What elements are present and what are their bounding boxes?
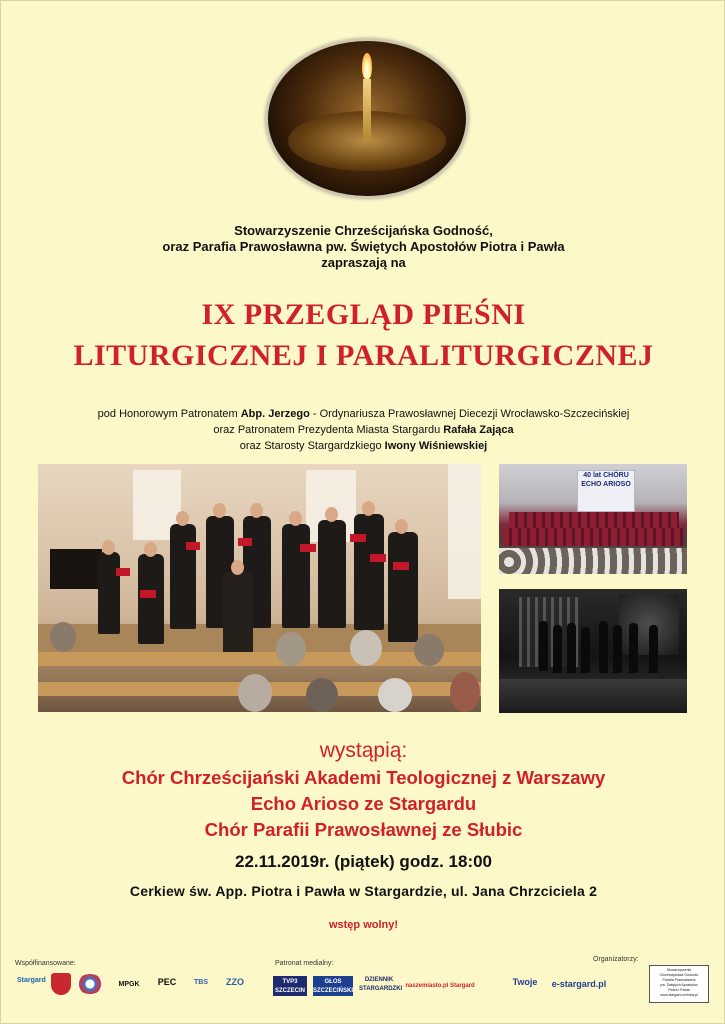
performers-heading: wystąpią: <box>319 739 408 762</box>
organizer-text: Parafia Prawosławna <box>662 978 696 982</box>
dziennik-stargardzki-logo: DZIENNIK STARGARDZKI <box>359 977 403 992</box>
patronage-text: pod Honorowym Patronatem <box>97 408 241 420</box>
floor <box>499 679 687 713</box>
candle <box>363 79 371 139</box>
organizer-line-2: oraz Parafia Prawosławna pw. Świętych Apostołów Piotra i Pawła <box>162 239 565 254</box>
performers-list <box>1 765 725 843</box>
media-patron-label: Patronat medialny: <box>275 960 334 967</box>
organizer-line-1: Stowarzyszenie Chrześcijańska Godność, <box>234 223 493 238</box>
music-folder <box>350 534 366 542</box>
music-folder <box>186 542 200 550</box>
audience-member <box>50 622 76 652</box>
patronage-line-1 <box>1 406 725 422</box>
conductor <box>223 572 253 662</box>
choir-concert-photo <box>38 464 481 712</box>
bw-choir-photo <box>499 589 687 713</box>
singer <box>567 623 576 673</box>
performer-1: Chór Chrześcijański Akademi Teologicznej z Warszawy <box>121 767 606 788</box>
entry-info: wstęp wolny! <box>328 919 399 931</box>
zzo-logo: ZZO <box>226 977 244 987</box>
singer <box>539 621 548 671</box>
performer-2: Echo Arioso ze Stargardu <box>250 793 477 814</box>
singer-head <box>362 501 375 516</box>
choir-row <box>503 528 683 546</box>
organizers-intro <box>1 223 725 271</box>
patron-name: Abp. Jerzego <box>240 408 310 420</box>
music-folder <box>140 590 156 598</box>
audience-member <box>378 678 412 712</box>
organizer-text: www.stargard.cerkiew.pl <box>660 993 698 997</box>
organizer-text: Piotra i Pawła <box>668 988 690 992</box>
singer <box>599 621 608 673</box>
singer <box>138 554 164 644</box>
glos-szczecinski-logo: GŁOS SZCZECIŃSKI <box>313 976 353 996</box>
singer <box>581 627 590 673</box>
twoje-logo: Twoje <box>512 977 538 987</box>
singer <box>388 532 418 642</box>
event-location: Cerkiew św. App. Piotra i Pawła w Stargardzie, ul. Jana Chrzciciela 2 <box>129 883 598 899</box>
pec-logo: PEC <box>157 977 177 987</box>
music-folder <box>300 544 316 552</box>
sponsors-footer <box>13 956 713 1012</box>
organizer-text: Stowarzyszenie <box>666 968 692 972</box>
choir-banner: 40 lat CHÓRU ECHO ARIOSO <box>577 470 635 512</box>
organizers-label: Organizatorzy: <box>593 956 639 963</box>
stargard-logo: Stargard <box>17 977 46 984</box>
mpgk-logo: MPGK <box>118 981 140 988</box>
music-folder <box>238 538 252 546</box>
organizer-text: pw. Świętych Apostołów <box>660 983 698 987</box>
audience-member <box>414 634 444 666</box>
echo-arioso-photo <box>499 464 687 574</box>
organizer-line-3: zapraszają na <box>321 255 406 270</box>
coat-of-arms-logo <box>51 973 71 995</box>
audience-member <box>238 674 272 712</box>
audience-member <box>306 678 338 712</box>
patronage-text: - Ordynariusza Prawosławnej Diecezji Wrocławsko-Szczecińskiej <box>309 408 630 420</box>
singer-head <box>289 511 302 526</box>
singer-head <box>213 503 226 518</box>
music-folder <box>116 568 130 576</box>
event-title-line-1: IX PRZEGLĄD PIEŚNI <box>201 298 526 331</box>
patronage <box>1 406 725 454</box>
singer <box>629 623 638 673</box>
tvp3-logo: TVP3 SZCZECIN <box>273 976 307 996</box>
event-title <box>1 294 725 376</box>
event-title-line-2: LITURGICZNEJ I PARALITURGICZNEJ <box>73 339 654 372</box>
organizers-box <box>649 965 709 1003</box>
singer-head <box>395 519 408 534</box>
singer <box>553 625 562 673</box>
church-window <box>448 464 481 599</box>
singer-head <box>176 511 189 526</box>
singer <box>354 514 384 630</box>
naszemiasto-logo: naszemiasto.pl Stargard <box>405 983 475 989</box>
singer <box>613 625 622 673</box>
singer <box>318 520 346 628</box>
tbs-logo: TBS <box>194 979 208 986</box>
singer <box>98 552 120 634</box>
audience-member <box>450 672 480 712</box>
candle-flame <box>362 53 372 79</box>
event-datetime: 22.11.2019r. (piątek) godz. 18:00 <box>234 852 493 871</box>
patronage-line-2 <box>1 422 725 438</box>
audience-member <box>276 632 306 666</box>
singer-head <box>325 507 338 522</box>
patronage-line-3 <box>1 438 725 454</box>
cofinanced-label: Współfinansowane: <box>15 960 76 967</box>
organizer-text: Chrześcijańska Godność <box>659 973 699 977</box>
patron-name: Rafała Zająca <box>443 424 514 436</box>
singer <box>170 524 196 629</box>
conductor-head <box>231 560 244 575</box>
singer <box>282 524 310 628</box>
singer-head <box>102 540 115 555</box>
music-folder <box>393 562 409 570</box>
singer <box>649 625 658 673</box>
singer-head <box>144 542 157 557</box>
patronage-text: oraz Starosty Stargardzkiego <box>239 440 385 452</box>
patron-name: Iwony Wiśniewskiej <box>384 440 488 452</box>
e-stargard-logo: e-stargard.pl <box>551 979 607 989</box>
piano <box>50 549 102 589</box>
audience-member <box>350 630 382 666</box>
performer-3: Chór Parafii Prawosławnej ze Słubic <box>204 819 523 840</box>
county-logo <box>77 974 103 994</box>
patronage-text: oraz Patronatem Prezydenta Miasta Stargardu <box>213 424 444 436</box>
candle-photo <box>266 39 468 198</box>
music-folder <box>370 554 386 562</box>
audience <box>499 548 687 574</box>
singer-head <box>250 503 263 518</box>
